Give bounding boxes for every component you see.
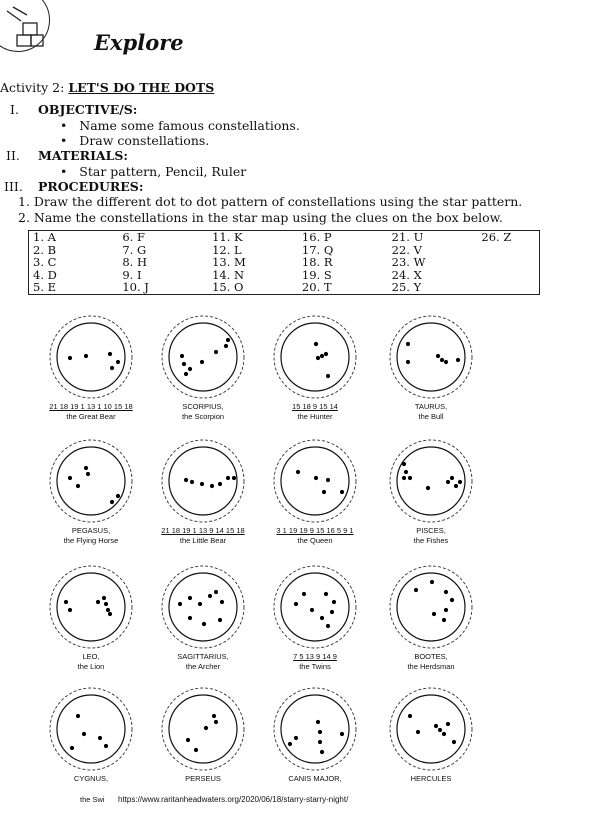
alphabet-cell: 2. B (33, 242, 57, 257)
star-dot (220, 600, 224, 604)
star-circle-5[interactable] (48, 438, 134, 524)
star-dot (434, 724, 438, 728)
star-dot (232, 476, 236, 480)
name-code: 21 18 19 1 13 1 10 15 18 (49, 402, 133, 411)
star-dot (452, 740, 456, 744)
dashed-ring (390, 316, 472, 398)
solid-ring (57, 695, 125, 763)
constellation-nickname: the Twins (299, 662, 331, 671)
star-circle-4[interactable] (388, 314, 474, 400)
star-dot (82, 732, 86, 736)
constellation-nickname: the Archer (185, 662, 221, 671)
alphabet-cell: 1. A (33, 230, 56, 244)
constellation-name: PERSEUS (185, 774, 221, 783)
solid-ring (169, 447, 237, 515)
star-dot (414, 588, 418, 592)
dashed-ring (50, 316, 132, 398)
star-dot (416, 730, 420, 734)
star-dot (320, 750, 324, 754)
star-dot (194, 748, 198, 752)
star-dot (116, 494, 120, 498)
star-dot (68, 476, 72, 480)
star-dot (64, 600, 68, 604)
dashed-ring (50, 566, 132, 648)
star-dot (84, 354, 88, 358)
procedures-num: III. (4, 179, 23, 194)
star-dot (294, 736, 298, 740)
solid-ring (281, 695, 349, 763)
star-dot (218, 618, 222, 622)
constellation-caption (361, 402, 501, 422)
alphabet-cell: 11. K (212, 230, 243, 244)
star-dot (200, 360, 204, 364)
dashed-ring (50, 440, 132, 522)
solid-ring (397, 447, 465, 515)
constellation-caption (361, 774, 501, 784)
alphabet-cell: 21. U (391, 230, 424, 244)
alphabet-key-table (29, 231, 539, 294)
alphabet-cell: 8. H (122, 255, 148, 269)
constellation-name: TAURUS, (414, 402, 448, 411)
alphabet-cell: 18. R (301, 255, 333, 269)
star-dot (294, 602, 298, 606)
alphabet-row (29, 244, 539, 257)
dashed-ring (50, 688, 132, 770)
constellation-name: SCORPIUS, (182, 402, 224, 411)
alphabet-cell: 14. N (212, 267, 245, 282)
star-dot (214, 720, 218, 724)
partial-caption: the Swi (80, 795, 105, 804)
alphabet-cell: 16. P (301, 230, 332, 244)
solid-ring (281, 447, 349, 515)
star-circle-13[interactable] (48, 686, 134, 772)
star-dot (106, 608, 110, 612)
constellation-name: BOOTES, (414, 652, 448, 661)
star-dot (444, 360, 448, 364)
star-dot (218, 482, 222, 486)
star-dot (340, 490, 344, 494)
star-dot (340, 732, 344, 736)
alphabet-cell: 22. V (391, 242, 422, 257)
star-dot (110, 366, 114, 370)
star-dot (302, 592, 306, 596)
solid-ring (169, 573, 237, 641)
star-dot (184, 478, 188, 482)
star-dot (188, 596, 192, 600)
star-dot (332, 600, 336, 604)
star-circle-14[interactable] (160, 686, 246, 772)
star-circle-15[interactable] (272, 686, 358, 772)
star-dot (314, 342, 318, 346)
dashed-ring (162, 566, 244, 648)
star-dot (84, 466, 88, 470)
star-dot (330, 610, 334, 614)
activity-heading (0, 80, 214, 95)
star-dot (310, 608, 314, 612)
star-circle-10[interactable] (160, 564, 246, 650)
materials-num: II. (6, 148, 20, 163)
star-dot (86, 472, 90, 476)
constellation-name: HERCULES (410, 774, 452, 783)
constellation-name: CANIS MAJOR, (288, 774, 342, 783)
constellation-name: SAGITTARIUS, (177, 652, 229, 661)
star-dot (408, 476, 412, 480)
dashed-ring (390, 566, 472, 648)
star-dot (188, 616, 192, 620)
constellation-nickname: the Fishes (413, 536, 449, 545)
name-code: 21 18 19 1 13 9 14 15 18 (161, 526, 245, 535)
solid-ring (57, 447, 125, 515)
alphabet-cell: 17. Q (301, 242, 334, 257)
star-dot (324, 592, 328, 596)
dashed-ring (162, 688, 244, 770)
star-dot (202, 622, 206, 626)
star-dot (188, 367, 192, 371)
solid-ring (57, 573, 125, 641)
constellation-name: CYGNUS, (73, 774, 109, 783)
alphabet-cell (477, 256, 539, 269)
alphabet-cell: 23. W (391, 255, 426, 269)
constellation-nickname: the Lion (77, 662, 105, 671)
alphabet-cell: 15. O (212, 280, 244, 294)
star-dot (450, 476, 454, 480)
alphabet-cell: 13. M (212, 255, 246, 269)
alphabet-cell: 24. X (391, 267, 422, 282)
materials-item-text: Star pattern, Pencil, Ruler (79, 164, 247, 179)
star-dot (110, 500, 114, 504)
constellation-nickname: the Flying Horse (63, 536, 119, 545)
constellation-nickname: the Bull (418, 412, 444, 421)
star-dot (212, 714, 216, 718)
constellation-nickname: the Scorpion (181, 412, 225, 421)
logo-icon (0, 0, 49, 51)
star-dot (208, 594, 212, 598)
alphabet-cell: 26. Z (481, 230, 512, 244)
activity-name: LET'S DO THE DOTS (68, 80, 215, 95)
star-dot (224, 344, 228, 348)
star-dot (204, 726, 208, 730)
star-dot (190, 480, 194, 484)
solid-ring (397, 323, 465, 391)
star-dot (404, 470, 408, 474)
objective-title: OBJECTIVE/S: (38, 102, 138, 117)
objective-item-2-text: Draw constellations. (79, 133, 210, 148)
procedure-step-1: 1. Draw the different dot to dot pattern of constellations using the star pattern. (18, 194, 523, 209)
constellation-name: PEGASUS, (71, 526, 111, 535)
star-dot (102, 596, 106, 600)
star-dot (184, 372, 188, 376)
objective-num: I. (10, 102, 19, 117)
activity-label: Activity 2: (0, 80, 69, 95)
procedures-heading (4, 179, 144, 194)
star-dot (436, 354, 440, 358)
star-dot (440, 358, 444, 362)
star-circle-2[interactable] (160, 314, 246, 400)
star-dot (76, 714, 80, 718)
star-dot (402, 476, 406, 480)
star-dot (320, 616, 324, 620)
procedures-title: PROCEDURES: (38, 179, 144, 194)
star-circle-3[interactable] (272, 314, 358, 400)
alphabet-cell (477, 269, 539, 282)
star-circle-6[interactable] (160, 438, 246, 524)
star-dot (210, 484, 214, 488)
star-dot (324, 352, 328, 356)
source-url: https://www.raritanheadwaters.org/2020/06/18/starry-starry-night/ (118, 795, 349, 804)
alphabet-cell (477, 244, 539, 257)
star-circle-16[interactable] (388, 686, 474, 772)
star-dot (406, 342, 410, 346)
solid-ring (281, 573, 349, 641)
alphabet-row (29, 269, 539, 282)
star-dot (322, 490, 326, 494)
dashed-ring (274, 316, 356, 398)
materials-title: MATERIALS: (38, 148, 129, 163)
materials-item: • Star pattern, Pencil, Ruler (60, 164, 247, 179)
constellation-nickname: the Queen (297, 536, 333, 545)
star-dot (178, 602, 182, 606)
materials-heading (6, 148, 129, 163)
star-dot (432, 612, 436, 616)
solid-ring (397, 695, 465, 763)
star-circle-9[interactable] (48, 564, 134, 650)
star-dot (200, 482, 204, 486)
constellation-nickname: the Hunter (297, 412, 333, 421)
star-dot (316, 356, 320, 360)
star-dot (426, 486, 430, 490)
alphabet-cell: 7. G (122, 242, 147, 257)
constellation-nickname: the Herdsman (407, 662, 455, 671)
star-dot (454, 484, 458, 488)
star-circle-11[interactable] (272, 564, 358, 650)
star-dot (320, 354, 324, 358)
solid-ring (169, 695, 237, 763)
star-dot (96, 600, 100, 604)
constellation-nickname: the Great Bear (66, 412, 116, 421)
alphabet-key-box (28, 230, 540, 295)
page-title: Explore (94, 30, 184, 55)
constellation-nickname: the Little Bear (179, 536, 227, 545)
alphabet-cell: 19. S (301, 267, 332, 282)
alphabet-cell: 20. T (301, 280, 332, 294)
objective-heading (10, 102, 138, 117)
star-dot (458, 480, 462, 484)
star-dot (108, 612, 112, 616)
alphabet-cell (477, 281, 539, 294)
star-dot (318, 740, 322, 744)
star-dot (326, 478, 330, 482)
alphabet-cell: 10. J (122, 280, 149, 294)
objective-item-1: • Name some famous constellations. (60, 118, 300, 133)
module-logo (0, 0, 50, 52)
dashed-ring (274, 688, 356, 770)
star-dot (214, 590, 218, 594)
star-dot (296, 470, 300, 474)
star-circle-7[interactable] (272, 438, 358, 524)
star-dot (402, 462, 406, 466)
star-dot (70, 746, 74, 750)
alphabet-cell: 4. D (33, 267, 57, 282)
constellation-name: LEO, (82, 652, 100, 661)
star-dot (456, 358, 460, 362)
constellation-caption (361, 652, 501, 672)
alphabet-cell: 3. C (33, 255, 57, 269)
star-dot (186, 738, 190, 742)
star-dot (326, 374, 330, 378)
star-dot (104, 744, 108, 748)
star-dot (316, 720, 320, 724)
star-dot (76, 484, 80, 488)
star-dot (408, 714, 412, 718)
star-dot (214, 350, 218, 354)
alphabet-cell: 9. I (122, 267, 142, 282)
solid-ring (281, 323, 349, 391)
star-dot (446, 722, 450, 726)
alphabet-cell: 6. F (122, 230, 145, 244)
star-dot (314, 476, 318, 480)
star-dot (444, 590, 448, 594)
star-dot (442, 732, 446, 736)
star-circle-1[interactable] (48, 314, 134, 400)
star-dot (98, 736, 102, 740)
star-dot (288, 742, 292, 746)
dashed-ring (274, 566, 356, 648)
star-dot (444, 608, 448, 612)
star-dot (442, 618, 446, 622)
alphabet-cell: 12. L (212, 242, 242, 257)
name-code: 15 18 9 15 14 (292, 402, 338, 411)
star-dot (438, 728, 442, 732)
star-dot (318, 730, 322, 734)
alphabet-cell: 5. E (33, 280, 57, 294)
star-dot (450, 598, 454, 602)
star-dot (226, 338, 230, 342)
star-dot (116, 360, 120, 364)
alphabet-row (29, 256, 539, 269)
alphabet-row (29, 231, 539, 244)
solid-ring (169, 323, 237, 391)
name-code: 3 1 19 19 9 15 16 5 9 1 (276, 526, 354, 535)
name-code: 7 5 13 9 14 9 (293, 652, 337, 661)
star-dot (226, 476, 230, 480)
star-dot (182, 362, 186, 366)
dashed-ring (274, 440, 356, 522)
dashed-ring (390, 688, 472, 770)
star-dot (430, 580, 434, 584)
star-dot (180, 354, 184, 358)
star-circle-8[interactable] (388, 438, 474, 524)
star-dot (104, 602, 108, 606)
star-dot (406, 360, 410, 364)
star-dot (198, 602, 202, 606)
procedure-step-2: 2. Name the constellations in the star map using the clues on the box below. (18, 210, 503, 225)
star-dot (326, 624, 330, 628)
solid-ring (57, 323, 125, 391)
objective-item-2: • Draw constellations. (60, 133, 210, 148)
alphabet-row (29, 281, 539, 294)
objective-item-1-text: Name some famous constellations. (79, 118, 300, 133)
star-dot (68, 356, 72, 360)
star-circle-12[interactable] (388, 564, 474, 650)
constellation-caption (361, 526, 501, 546)
alphabet-cell: 25. Y (391, 280, 422, 294)
star-dot (108, 352, 112, 356)
constellation-name: PISCES, (416, 526, 446, 535)
dashed-ring (162, 316, 244, 398)
star-dot (68, 608, 72, 612)
star-dot (446, 480, 450, 484)
dashed-ring (162, 440, 244, 522)
